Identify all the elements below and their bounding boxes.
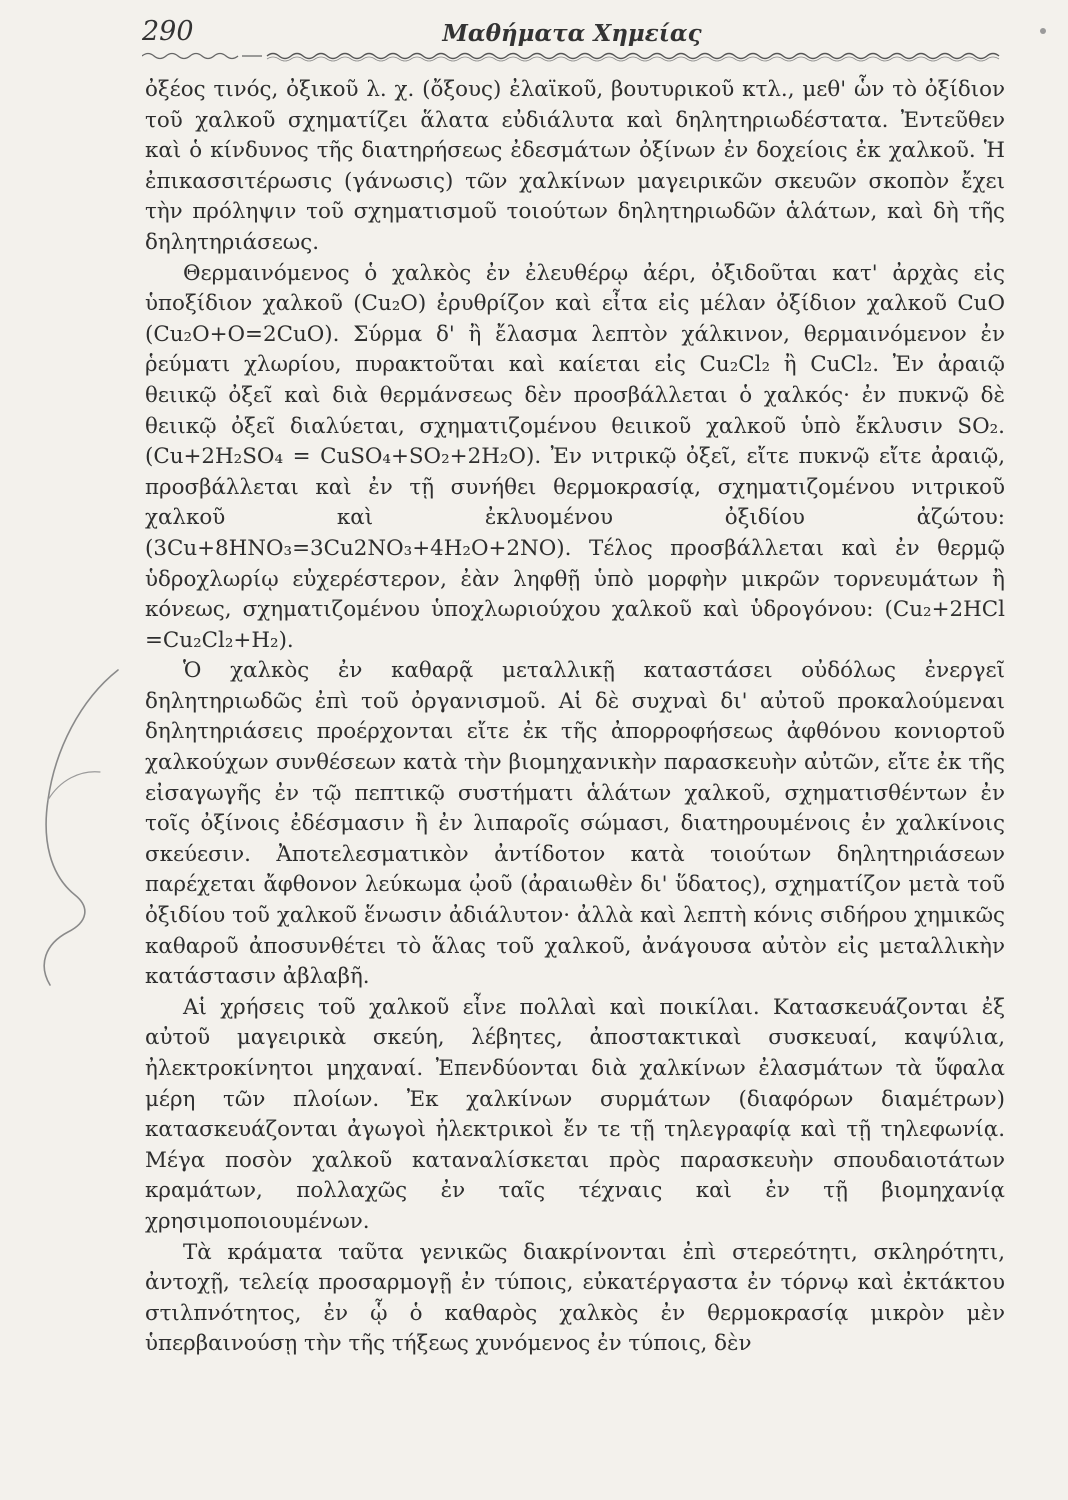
running-title: Μαθήματα Χημείας (442, 20, 702, 47)
paragraph: ὀξέος τινός, ὀξικοῦ λ. χ. (ὄξους) ἐλαϊκοῦ, βουτυρικοῦ κτλ., μεθ' ὧν τὸ ὀξίδιον τοῦ χαλκοῦ σχηματίζει ἅλατα εὐδιάλυτα καὶ δηλητηριωδέστατα. Ἐντεῦθεν καὶ ὁ κίνδυνος τῆς διατηρήσεως ἐδεσμάτων ὀξίνων ἐν δοχείοις ἐκ χαλκοῦ. Ἡ ἐπικασσιτέρωσις (γάνωσις) τῶν χαλκίνων μαγειρικῶν σκευῶν σκοπὸν ἔχει τὴν πρόληψιν τοῦ σχηματισμοῦ τοιούτων δηλητηριωδῶν ἁλάτων, καὶ δὴ τῆς δηλητηριάσεως. (145, 77, 1005, 255)
ink-speck (1040, 28, 1046, 34)
paragraph: Αἱ χρήσεις τοῦ χαλκοῦ εἶνε πολλαὶ καὶ ποικίλαι. Κατασκευάζονται ἐξ αὐτοῦ μαγειρικὰ σκεύη, λέβητες, ἀποστακτικαὶ συσκευαί, καψύλια, ἠλεκτροκίνητοι μηχαναί. Ἐπενδύονται διὰ χαλκίνων ἐλασμάτων τὰ ὕφαλα μέρη τῶν πλοίων. Ἐκ χαλκίνων συρμάτων (διαφόρων διαμέτρων) κατασκευάζονται ἀγωγοὶ ἠλεκτρικοὶ ἔν τε τῇ τηλεγραφίᾳ καὶ τῇ τηλεφωνίᾳ. Μέγα ποσὸν χαλκοῦ καταναλίσκεται πρὸς παρασκευὴν σπουδαιοτάτων κραμάτων, πολλαχῶς ἐν ταῖς τέχναις καὶ ἐν τῇ βιομηχανίᾳ χρησιμοποιουμένων. (145, 994, 1005, 1234)
page-header (142, 12, 1002, 52)
paragraph: Θερμαινόμενος ὁ χαλκὸς ἐν ἐλευθέρῳ ἀέρι, ὀξιδοῦται κατ' ἀρχὰς εἰς ὑποξίδιον χαλκοῦ (Cu₂O) ἐρυθρίζον καὶ εἶτα εἰς μέλαν ὀξίδιον χαλκοῦ CuO (Cu₂O+O=2CuO). Σύρμα δ' ἢ ἔλασμα λεπτὸν χάλκινον, θερμαινόμενον ἐν ῥεύματι χλωρίου, πυρακτοῦται καὶ καίεται εἰς Cu₂Cl₂ ἢ CuCl₂. Ἐν ἀραιῷ θειικῷ ὀξεῖ καὶ διὰ θερμάνσεως δὲν προσβάλλεται ὁ χαλκός· ἐν πυκνῷ δὲ θειικῷ ὀξεῖ διαλύεται, σχηματιζομένου θειικοῦ χαλκοῦ ὑπὸ ἔκλυσιν SO₂. (Cu+2H₂SO₄ = CuSO₄+SO₂+2H₂O). Ἐν νιτρικῷ ὀξεῖ, εἴτε πυκνῷ εἴτε ἀραιῷ, προσβάλλεται καὶ ἐν τῇ συνήθει θερμοκρασίᾳ, σχηματιζομένου νιτρικοῦ χαλκοῦ καὶ ἐκλυομένου ὀξιδίου ἀζώτου: (3Cu+8HNO₃=3Cu2NO₃+4H₂O+2NO). Τέλος προσβάλλεται καὶ ἐν θερμῷ ὑδροχλωρίῳ εὐχερέστερον, ἐὰν ληφθῇ ὑπὸ μορφὴν μικρῶν τορνευμάτων ἢ κόνεως, σχηματιζομένου ὑποχλωριούχου χαλκοῦ καὶ ὑδρογόνου: (Cu₂+2HCl =Cu₂Cl₂+H₂). (145, 260, 1005, 653)
paragraph: Τὰ κράματα ταῦτα γενικῶς διακρίνονται ἐπὶ στερεότητι, σκληρότητι, ἀντοχῇ, τελείᾳ προσαρμογῇ ἐν τύποις, εὐκατέργαστα ἐν τόρνῳ καὶ ἐκτάκτου στιλπνότητος, ἐν ᾧ ὁ καθαρὸς χαλκὸς ἐν θερμοκρασίᾳ μικρὸν μὲν ὑπερβαινούσῃ τὴν τῆς τήξεως χυνόμενος ἐν τύποις, δὲν (145, 1239, 1005, 1357)
handwritten-margin-mark-icon (20, 660, 130, 990)
page-number: 290 (142, 16, 194, 47)
ornamental-rule (142, 50, 1004, 64)
body-text (145, 75, 1005, 1360)
paragraph: Ὁ χαλκὸς ἐν καθαρᾷ μεταλλικῇ καταστάσει οὐδόλως ἐνεργεῖ δηλητηριωδῶς ἐπὶ τοῦ ὀργανισμοῦ. Αἱ δὲ συχναὶ δι' αὐτοῦ προκαλούμεναι δηλητηριάσεις προέρχονται εἴτε ἐκ τῆς ἀπορροφήσεως ἀφθόνου κονιορτοῦ χαλκούχων συνθέσεων κατὰ τὴν βιομηχανικὴν παρασκευὴν αὐτῶν, εἴτε ἐκ τῆς εἰσαγωγῆς ἐν τῷ πεπτικῷ συστήματι ἁλάτων χαλκοῦ, σχηματισθέντων ἐν τοῖς ὀξίνοις ἐδέσμασιν ἢ ἐν λιπαροῖς σώμασι, διατηρουμένοις ἐν χαλκίνοις σκεύεσιν. Ἀποτελεσματικὸν ἀντίδοτον κατὰ τοιούτων δηλητηριάσεων παρέχεται ἄφθονον λεύκωμα ᾠοῦ (ἀραιωθὲν δι' ὕδατος), σχηματίζον μετὰ τοῦ ὀξιδίου τοῦ χαλκοῦ ἕνωσιν ἀδιάλυτον· ἀλλὰ καὶ λεπτὴ κόνις σιδήρου χημικῶς καθαροῦ ἀποσυνθέτει τὸ ἅλας τοῦ χαλκοῦ, ἀνάγουσα αὐτὸν εἰς μεταλλικὴν κατάστασιν ἀβλαβῆ. (145, 658, 1005, 990)
